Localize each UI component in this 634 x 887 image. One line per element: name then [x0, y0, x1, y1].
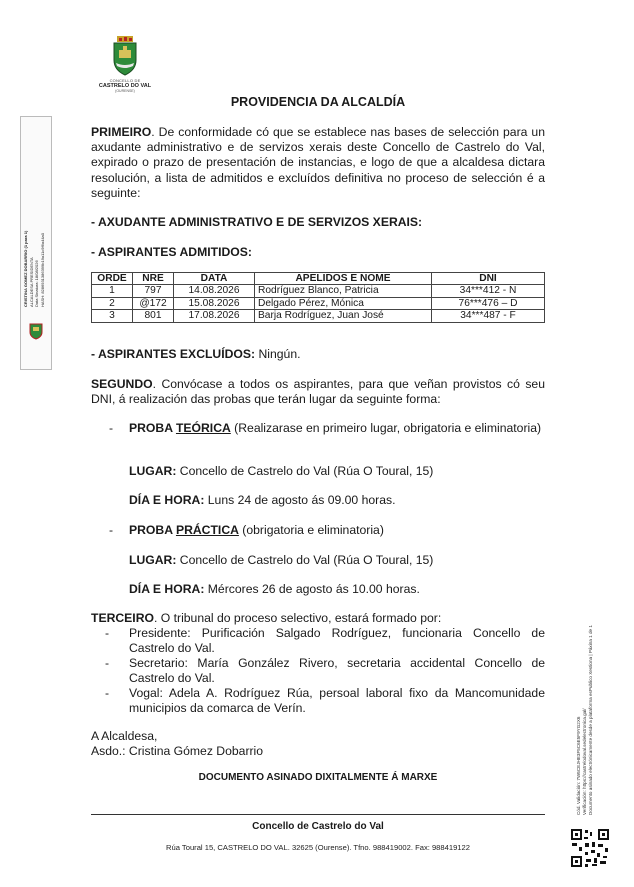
proba2-desc: (obrigatoria e eliminatoria): [238, 523, 384, 537]
paragraph-primeiro: [91, 125, 545, 201]
proba2-place-label: LUGAR:: [129, 553, 177, 567]
excluded-label: - ASPIRANTES EXCLUÍDOS:: [91, 347, 256, 361]
municipal-crest-logo: [95, 36, 155, 93]
proba1-desc: (Realizarase en primeiro lugar, obrigatoria e eliminatoria): [230, 421, 542, 435]
primeiro-text: . De conformidade có que se establece nas bases de selección para un axudante administrativo e de servizos xerais deste Concello de Castrelo do Val, expirado o prazo de presentación de instancias, e logo de que a alcaldesa dictara resolución, a lista de admitidos e excluídos definitiva no proceso de selección é a seguinte:: [91, 125, 545, 200]
proba-practica: [129, 523, 545, 538]
signature-hash: HASH: 8286931386399b19a11c9f6a44a0: [39, 233, 45, 307]
cell-name: Barja Rodríguez, Juan José: [255, 310, 432, 322]
closing-title: A Alcaldesa,: [91, 729, 158, 743]
proba2-place-value: Concello de Castrelo do Val (Rúa O Toural, 15): [176, 553, 434, 567]
proba1-time-value: Luns 24 de agosto ás 09.00 horas.: [204, 493, 396, 507]
heading-post: - AXUDANTE ADMINISTRATIVO E DE SERVIZOS XERAIS:: [91, 215, 423, 229]
footer-address: Rúa Toural 15, CASTRELO DO VAL. 32625 (Ourense). Tfno. 988419002. Fax: 988419122: [166, 843, 470, 852]
cell-data: 14.08.2026: [174, 285, 255, 297]
cell-dni: 34***412 - N: [432, 285, 545, 297]
paragraph-segundo: [91, 377, 545, 407]
list-item: Secretario: María González Rivero, secretaria accidental Concello de Castrelo do Val.: [129, 656, 545, 686]
cell-data: 15.08.2026: [174, 297, 255, 309]
signature-date: Data Sinatura: 18/08/2026: [34, 260, 39, 307]
cell-nre: 801: [133, 310, 174, 322]
list-dash: -: [105, 626, 110, 640]
proba1-time-label: DÍA E HORA:: [129, 493, 205, 507]
signature-sidebar: [20, 116, 52, 370]
cell-dni: 76***476 – D: [432, 297, 545, 309]
logo-line-1: CONCELLO DE: [109, 78, 141, 83]
list-dash: -: [105, 686, 110, 700]
table-row: [92, 285, 545, 297]
digital-signature-note: DOCUMENTO ASINADO DIXITALMENTE Á MARXE: [198, 772, 438, 783]
signer-role: ALCALDESA PRESIDENTA: [28, 257, 34, 307]
paragraph-terceiro: [91, 611, 545, 626]
cell-data: 17.08.2026: [174, 310, 255, 322]
proba-teorica: [129, 421, 545, 436]
col-dni: DNI: [432, 273, 545, 285]
logo-line-3: (OURENSE): [115, 89, 135, 93]
col-data: DATA: [174, 273, 255, 285]
list-item: Vogal: Adela A. Rodríguez Rúa, persoal laboral fixo da Mancomunidade municipios da comarca de Verín.: [129, 686, 545, 716]
closing-signer: Asdo.: Cristina Gómez Dobarrio: [91, 744, 264, 758]
cell-name: Rodríguez Blanco, Patricia: [255, 285, 432, 297]
proba1-time: [129, 493, 545, 508]
table-row: [92, 297, 545, 309]
sidebar-crest-icon: [29, 322, 43, 340]
qr-code-icon[interactable]: [570, 828, 610, 868]
crest-icon: [111, 36, 139, 76]
col-apelidos: APELIDOS E NOME: [255, 273, 432, 285]
cell-name: Delgado Pérez, Mónica: [255, 297, 432, 309]
signature-text-block: [23, 117, 47, 307]
segundo-text: . Convócase a todos os aspirantes, para que veñan provistos có seu DNI, á realización das probas que terán lugar da seguinte forma:: [91, 377, 545, 407]
cell-orde: 1: [92, 285, 133, 297]
excluded-value: Ningún.: [255, 347, 301, 361]
primeiro-label: PRIMEIRO: [91, 125, 152, 139]
list-item: Presidente: Purificación Salgado Rodríguez, funcionaria Concello de Castrelo do Val.: [129, 626, 545, 656]
signer-name: CRISTINA GOMEZ DOBARRIO (1 para 1): [23, 230, 28, 307]
list-dash: -: [105, 656, 110, 670]
segundo-label: SEGUNDO: [91, 377, 153, 391]
cell-dni: 34***487 - F: [432, 310, 545, 322]
terceiro-label: TERCEIRO: [91, 611, 154, 625]
proba2-time-label: DÍA E HORA:: [129, 582, 205, 596]
cell-nre: 797: [133, 285, 174, 297]
cell-nre: @172: [133, 297, 174, 309]
bullet-dash: -: [109, 523, 114, 537]
paragraph-excluded: [91, 347, 545, 362]
bullet-dash: -: [109, 421, 114, 435]
table-row: [92, 310, 545, 322]
proba1-place-label: LUGAR:: [129, 464, 177, 478]
verification-url[interactable]: Verificación: https://castrelodoval.sedelectronica.gal/: [582, 708, 587, 815]
cell-orde: 3: [92, 310, 133, 322]
terceiro-text: . O tribunal do proceso selectivo, estará formado por:: [153, 611, 442, 625]
proba1-type: TEÓRICA: [175, 421, 231, 435]
verification-code: Cód. Validación: 7W6CEJHE3F5C6E5F9YG2X6: [576, 716, 581, 815]
document-title: PROVIDENCIA DA ALCALDÍA: [230, 95, 406, 109]
proba1-place: [129, 464, 545, 479]
heading-admitted: - ASPIRANTES ADMITIDOS:: [91, 245, 252, 259]
proba2-type: PRÁCTICA: [175, 523, 239, 537]
proba2-time-value: Mércores 26 de agosto ás 10.00 horas.: [204, 582, 420, 596]
verification-platform: Documento asinado electrónicamente desde a plataforma esPublico Xestiona | Páxina 1 de 1: [588, 625, 593, 815]
footer-name: Concello de Castrelo do Val: [252, 821, 384, 832]
proba2-time: [129, 582, 545, 597]
table-header-row: [92, 273, 545, 285]
footer-divider: [91, 814, 545, 815]
proba2-label: PROBA: [129, 523, 176, 537]
proba2-place: [129, 553, 545, 568]
cell-orde: 2: [92, 297, 133, 309]
verification-block: [576, 555, 594, 815]
proba1-label: PROBA: [129, 421, 176, 435]
logo-line-2: CASTRELO DO VAL: [98, 83, 152, 89]
col-nre: NRE: [133, 273, 174, 285]
proba1-place-value: Concello de Castrelo do Val (Rúa O Toural, 15): [176, 464, 434, 478]
col-orde: ORDE: [92, 273, 133, 285]
admitted-table: [91, 272, 545, 323]
